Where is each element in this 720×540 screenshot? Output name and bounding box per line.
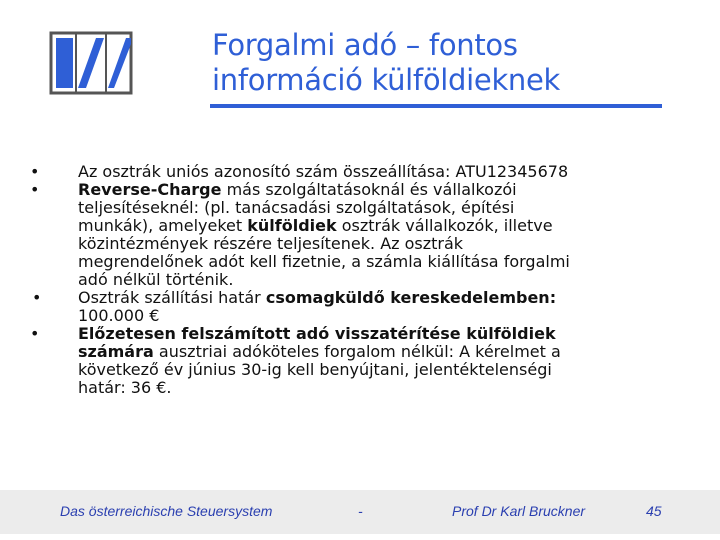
bullet-item (30, 181, 630, 289)
bullet-item (30, 325, 630, 397)
bullet-text: munkák), amelyeket (78, 216, 248, 235)
bullet-emphasis: számára (78, 342, 154, 361)
footer-course-title: Das österreichische Steuersystem (60, 503, 273, 519)
bullet-text: határ: 36 €. (78, 378, 172, 397)
bullet-emphasis: Reverse-Charge (78, 180, 222, 199)
bullet-text: Az osztrák uniós azonosító szám összeállítása: ATU12345678 (78, 162, 569, 181)
bullet-text: osztrák vállalkozók, illetve (336, 216, 553, 235)
bullet-dot: • (30, 180, 40, 199)
bullet-text: adó nélkül történik. (78, 270, 234, 289)
bullet-text: teljesítéseknél: (pl. tanácsadási szolgáltatások, építési (78, 198, 515, 217)
title-underline (210, 104, 662, 108)
footer-page-number: 45 (646, 503, 662, 519)
bullet-dot: • (30, 324, 40, 343)
bullet-emphasis: csomagküldő kereskedelemben: (265, 288, 557, 307)
footer-separator: - (358, 503, 363, 519)
bullet-text: következő év június 30-ig kell benyújtani, jelentéktelenségi (78, 360, 552, 379)
bullet-text: ausztriai adóköteles forgalom nélkül: A kérelmet a (153, 342, 561, 361)
bullet-emphasis: külföldiek (247, 216, 337, 235)
bullet-dot: • (32, 288, 42, 307)
bullet-text: 100.000 € (78, 306, 160, 325)
bullet-text: közintézmények részére teljesítenek. Az osztrák (78, 234, 464, 253)
slide-footer (0, 490, 720, 534)
slide-title-line-2: információ külföldieknek (212, 63, 561, 97)
bullet-text: Osztrák szállítási határ (78, 288, 266, 307)
bullet-text: más szolgáltatásoknál és vállalkozói (221, 180, 517, 199)
bullet-emphasis: Előzetesen felszámított adó visszatérítése külföldiek (78, 324, 556, 343)
footer-author: Prof Dr Karl Bruckner (452, 503, 586, 519)
bullet-list (30, 163, 630, 397)
bullet-item (30, 163, 630, 181)
slide-title-line-1: Forgalmi adó – fontos (212, 28, 518, 62)
institution-logo-icon (48, 30, 134, 96)
bullet-item (30, 289, 630, 325)
slide-title (212, 28, 672, 98)
bullet-text: megrendelőnek adót kell fizetnie, a számla kiállítása forgalmi (78, 252, 570, 271)
bullet-dot: • (30, 162, 40, 181)
